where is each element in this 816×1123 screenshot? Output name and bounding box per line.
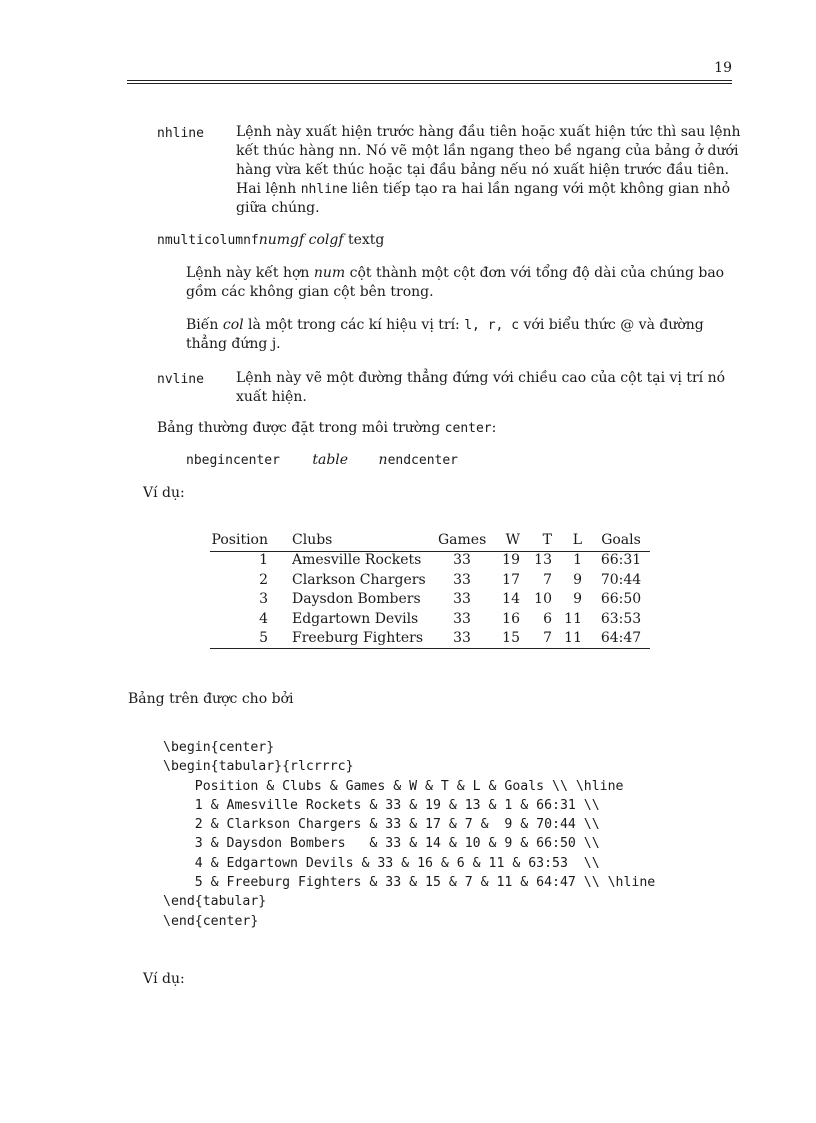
code-line: \end{tabular} bbox=[163, 894, 267, 910]
code-line: \end{center} bbox=[163, 913, 259, 929]
multicolumn-signature: nmulticolumnfnumgf colgf textg bbox=[157, 232, 385, 248]
nvline-command: nvline bbox=[157, 372, 204, 387]
table-bottom-rule bbox=[210, 648, 650, 649]
code-line: 2 & Clarkson Chargers & 33 & 17 & 7 & 9 & 70:44 \\ bbox=[163, 817, 600, 833]
code-line: 3 & Daysdon Bombers & 33 & 14 & 10 & 9 & 66:50 \\ bbox=[163, 836, 600, 852]
given-by-label: Bảng trên được cho bởi bbox=[128, 691, 294, 707]
nhline-command: nhline bbox=[157, 126, 204, 141]
example-label-2: Ví dụ: bbox=[143, 971, 185, 987]
center-paragraph: Bảng thường được đặt trong môi trường center: bbox=[157, 420, 497, 436]
nhline-description bbox=[236, 123, 741, 218]
nhline-line: Hai lệnh nhline liên tiếp tạo ra hai lần ngang với một không gian nhỏ bbox=[236, 181, 731, 197]
header-rule-bottom bbox=[127, 83, 732, 84]
inline-code: nhline bbox=[300, 182, 348, 197]
multicolumn-para-1: Lệnh này kết hợn num cột thành một cột đơn với tổng độ dài của chúng bao gồm các không gian cột bên trong. bbox=[186, 265, 725, 300]
nhline-line: giữa chúng. bbox=[236, 200, 320, 216]
code-line: \begin{center} bbox=[163, 740, 275, 755]
nhline-line: Lệnh này xuất hiện trước hàng đầu tiên hoặc xuất hiện tức thì sau lệnh bbox=[236, 124, 741, 140]
code-line: 5 & Freeburg Fighters & 33 & 15 & 7 & 11 & 64:47 \\ \hline bbox=[163, 875, 656, 891]
nhline-line: hàng vừa kết thúc hoặc tại đầu bảng nếu nó xuất hiện trước đầu tiên. bbox=[236, 162, 730, 178]
page-number: 19 bbox=[714, 60, 732, 76]
code-line: 4 & Edgartown Devils & 33 & 16 & 6 & 11 & 63:53 \\ bbox=[163, 855, 600, 871]
header-rule-top bbox=[127, 80, 732, 81]
code-line: \begin{tabular}{rlcrrrc} bbox=[163, 759, 354, 775]
table-header-rule bbox=[210, 551, 650, 552]
code-line: 1 & Amesville Rockets & 33 & 19 & 13 & 1 & 66:31 \\ bbox=[163, 797, 600, 813]
center-environment-line: nbegincenter table nendcenter bbox=[186, 452, 459, 468]
latex-code-block bbox=[163, 738, 655, 931]
example-label: Ví dụ: bbox=[143, 485, 185, 501]
nvline-description: Lệnh này vẽ một đường thẳng đứng với chiều cao của cột tại vị trí nó xuất hiện. bbox=[236, 370, 726, 405]
multicolumn-para-2: Biến col là một trong các kí hiệu vị trí: l, r, c với biểu thức @ và đường thẳng đứng j. bbox=[186, 317, 704, 352]
inline-code: l, r, c bbox=[464, 318, 520, 333]
nhline-line: kết thúc hàng nn. Nó vẽ một lần ngang theo bề ngang của bảng ở dưới bbox=[236, 143, 739, 159]
inline-code: center bbox=[444, 421, 492, 436]
code-line: Position & Clubs & Games & W & T & L & Goals \\ \hline bbox=[163, 778, 624, 794]
